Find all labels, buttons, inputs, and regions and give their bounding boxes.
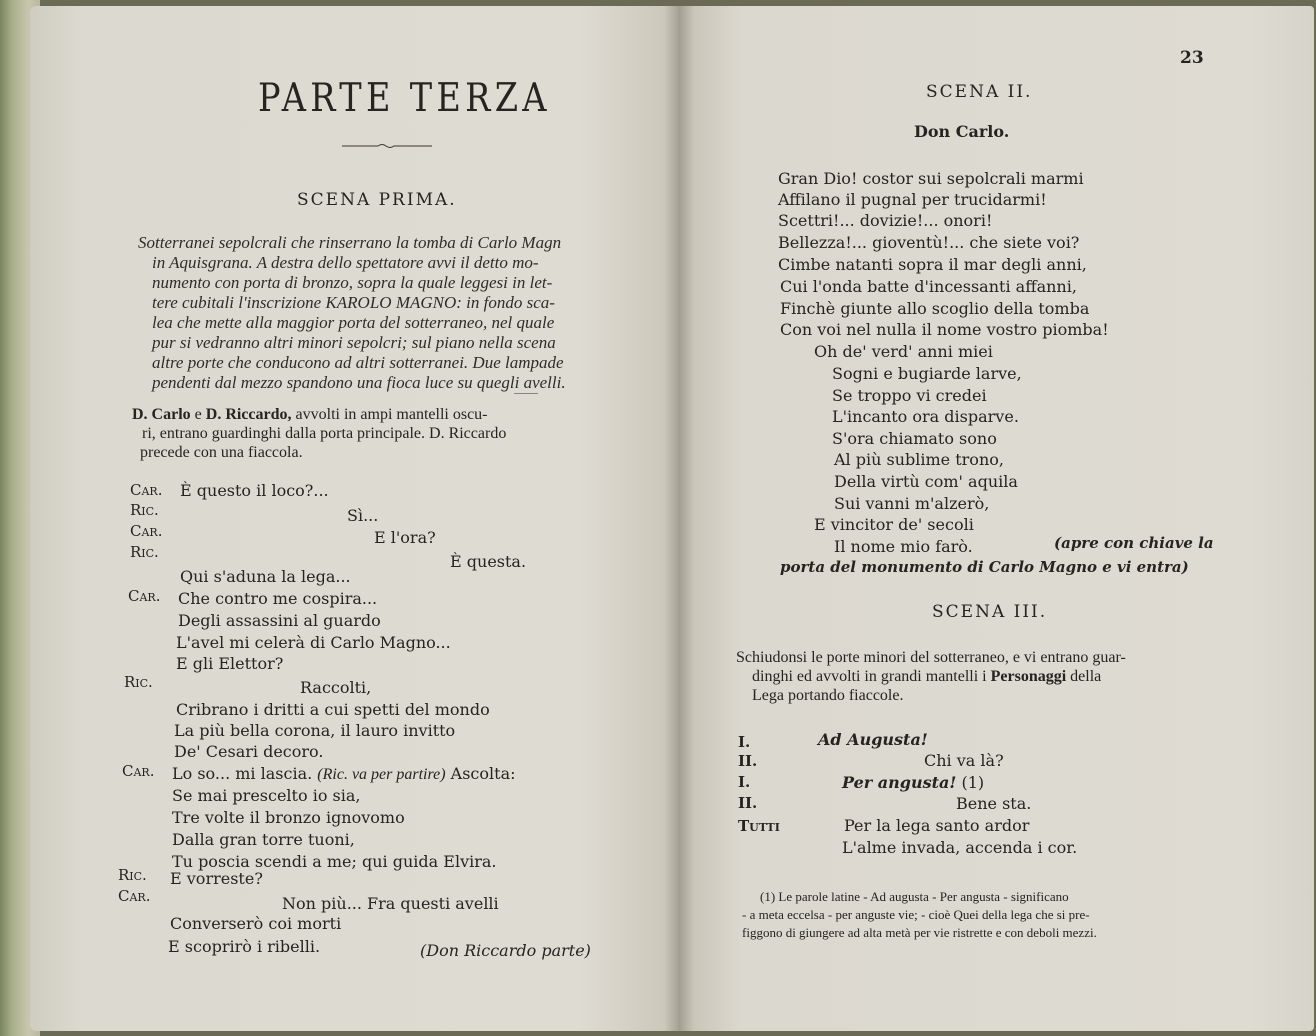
entrance-line <box>132 405 488 424</box>
dialogue-text: Ascolta: <box>450 764 516 783</box>
entrance-text: avvolti in ampi mantelli oscu- <box>295 406 488 423</box>
stage-direction-line: lea che mette alla maggior porta del sotterraneo, nel quale <box>152 313 555 332</box>
verse-line: Sui vanni m'alzerò, <box>834 494 990 513</box>
inline-stage-direction: (Ric. va per partire) <box>317 766 446 783</box>
dialogue-line: Per la lega santo ardor <box>844 816 1030 835</box>
verse-line: Cui l'onda batte d'incessanti affanni, <box>780 277 1077 296</box>
dialogue-line: Dalla gran torre tuoni, <box>172 830 355 849</box>
character-name: D. Riccardo, <box>205 406 292 423</box>
dialogue-line: È questo il loco?... <box>180 481 329 500</box>
speaker-label: Ric. <box>118 866 147 884</box>
stage-direction-line: pur si vedranno altri minori sepolcri; sul piano nella scena <box>152 333 556 352</box>
prose-text: della <box>1070 668 1102 685</box>
stage-direction-line: tere cubitali l'inscrizione KAROLO MAGNO: in fondo sca- <box>152 293 555 312</box>
dialogue-line <box>172 763 516 786</box>
speaker-label: I. <box>738 773 751 791</box>
dialogue-line: Ad Augusta! <box>818 730 928 749</box>
title-flourish <box>342 143 432 149</box>
dialogue-line: E l'ora? <box>374 528 436 547</box>
stage-direction-line: Sotterranei sepolcrali che rinserrano la tomba di Carlo Magn <box>138 233 562 252</box>
scene-heading: SCENA II. <box>926 82 1033 102</box>
speaker-label: Car. <box>130 522 163 540</box>
verse-line: Con voi nel nulla il nome vostro piomba! <box>780 320 1109 339</box>
verse-line: Oh de' verd' anni miei <box>814 342 993 361</box>
dialogue-line: Qui s'aduna la lega... <box>180 567 351 586</box>
speaker-label: Tutti <box>738 817 780 835</box>
dialogue-line: Se mai prescelto io sia, <box>172 786 361 805</box>
character-name: D. Carlo <box>132 406 191 423</box>
dialogue-line: Raccolti, <box>300 678 372 697</box>
speaker-label: I. <box>738 733 751 751</box>
stage-direction-line: pendenti dal mezzo spandono una fioca luce su quegli avelli. <box>152 373 566 392</box>
speaker-label: Ric. <box>130 501 159 519</box>
speaker-label: Car. <box>130 481 163 499</box>
dialogue-line: Degli assassini al guardo <box>178 611 381 630</box>
book-gutter <box>664 6 694 1031</box>
footnote-line: figgono di giungere ad alta metà per vie ristrette e con deboli mezzi. <box>742 925 1097 940</box>
dialogue-text: Per angusta! <box>842 773 957 792</box>
dialogue-line: È questa. <box>450 552 527 571</box>
stage-direction-line: altre porte che conducono ad altri sotterranei. Due lampade <box>152 353 564 372</box>
page-title: PARTE TERZA <box>258 76 551 121</box>
verse-line: Cimbe natanti sopra il mar degli anni, <box>778 255 1087 274</box>
verse-line: Se troppo vi credei <box>832 386 987 405</box>
dialogue-line: Bene sta. <box>956 794 1032 813</box>
dialogue-line: L'alme invada, accenda i cor. <box>842 838 1078 857</box>
footnote-line: (1) Le parole latine - Ad augusta - Per angusta - significano <box>760 889 1069 904</box>
character-name: Personaggi <box>990 668 1067 685</box>
inline-stage-direction: porta del monumento di Carlo Magno e vi entra) <box>780 558 1189 576</box>
dialogue-line <box>842 772 984 794</box>
verse-line: Scettri!... dovizie!... onori! <box>778 211 993 230</box>
verse-line: Bellezza!... gioventù!... che siete voi? <box>778 233 1080 252</box>
speaker-label: Car. <box>128 587 161 605</box>
stage-prose-line: Schiudonsi le porte minori del sotterraneo, e vi entrano guar- <box>736 649 1126 666</box>
speaker-label: Ric. <box>130 543 159 561</box>
verse-line: S'ora chiamato sono <box>832 429 997 448</box>
verse-line: L'incanto ora disparve. <box>832 407 1019 426</box>
stage-prose-line: Lega portando fiaccole. <box>752 687 904 704</box>
speaker-label: II. <box>738 794 758 812</box>
stage-prose-line <box>752 667 1101 686</box>
dialogue-line: L'avel mi celerà di Carlo Magno... <box>176 633 451 652</box>
speaker-label: II. <box>738 752 758 770</box>
verse-line: Finchè giunte allo scoglio della tomba <box>780 299 1090 318</box>
verse-line: Al più sublime trono, <box>834 450 1004 469</box>
speaker-label: Car. <box>122 762 155 780</box>
verse-line: Gran Dio! costor sui sepolcrali marmi <box>778 169 1084 188</box>
dialogue-line: La più bella corona, il lauro invitto <box>174 721 456 740</box>
speaker-label: Car. <box>118 887 151 905</box>
inline-stage-direction: (Don Riccardo parte) <box>420 941 591 960</box>
dialogue-line: Converserò coi morti <box>170 914 342 933</box>
entrance-line: precede con una fiaccola. <box>140 444 303 461</box>
dialogue-line: E vorreste? <box>170 869 263 888</box>
prose-text: dinghi ed avvolti in grandi mantelli i <box>752 668 987 685</box>
stage-direction-line: numento con porta di bronzo, sopra la quale leggesi in let- <box>152 273 553 292</box>
verse-line: Sogni e bugiarde larve, <box>832 364 1022 383</box>
dialogue-line: Cribrano i dritti a cui spetti del mondo <box>176 700 490 719</box>
footnote-line: - a meta eccelsa - per anguste vie; - cioè Quei della lega che si pre- <box>742 907 1090 922</box>
dialogue-line: E gli Elettor? <box>176 654 284 673</box>
footnote-ref: (1) <box>961 773 985 792</box>
character-heading: Don Carlo. <box>914 122 1010 141</box>
verse-line: Affilano il pugnal per trucidarmi! <box>778 190 1047 209</box>
verse-line: Il nome mio farò. <box>834 537 973 556</box>
verse-line: Della virtù com' aquila <box>834 472 1018 491</box>
dialogue-line: De' Cesari decoro. <box>174 742 324 761</box>
dialogue-line: Chi va là? <box>924 751 1004 770</box>
dialogue-line: Sì... <box>347 506 379 525</box>
dialogue-line: Che contro me cospira... <box>178 589 378 608</box>
divider <box>514 393 538 394</box>
dialogue-line: Tu poscia scendi a me; qui guida Elvira. <box>172 852 497 871</box>
page-number: 23 <box>1180 48 1204 68</box>
right-page <box>678 6 1314 1031</box>
dialogue-line: E scoprirò i ribelli. <box>168 937 321 956</box>
stage-direction-line: in Aquisgrana. A destra dello spettatore avvi il detto mo- <box>152 253 539 272</box>
conjunction: e <box>194 406 202 423</box>
scene-heading: SCENA III. <box>932 602 1048 622</box>
dialogue-line: Non più... Fra questi avelli <box>282 894 499 913</box>
speaker-label: Ric. <box>124 673 153 691</box>
dialogue-text: Lo so... mi lascia. <box>172 764 313 783</box>
dialogue-line: Tre volte il bronzo ignovomo <box>172 808 405 827</box>
verse-line: E vincitor de' secoli <box>814 515 974 534</box>
inline-stage-direction: (apre con chiave la <box>1054 534 1214 552</box>
entrance-line: ri, entrano guardinghi dalla porta principale. D. Riccardo <box>142 425 507 442</box>
scene-heading: SCENA PRIMA. <box>297 190 457 210</box>
